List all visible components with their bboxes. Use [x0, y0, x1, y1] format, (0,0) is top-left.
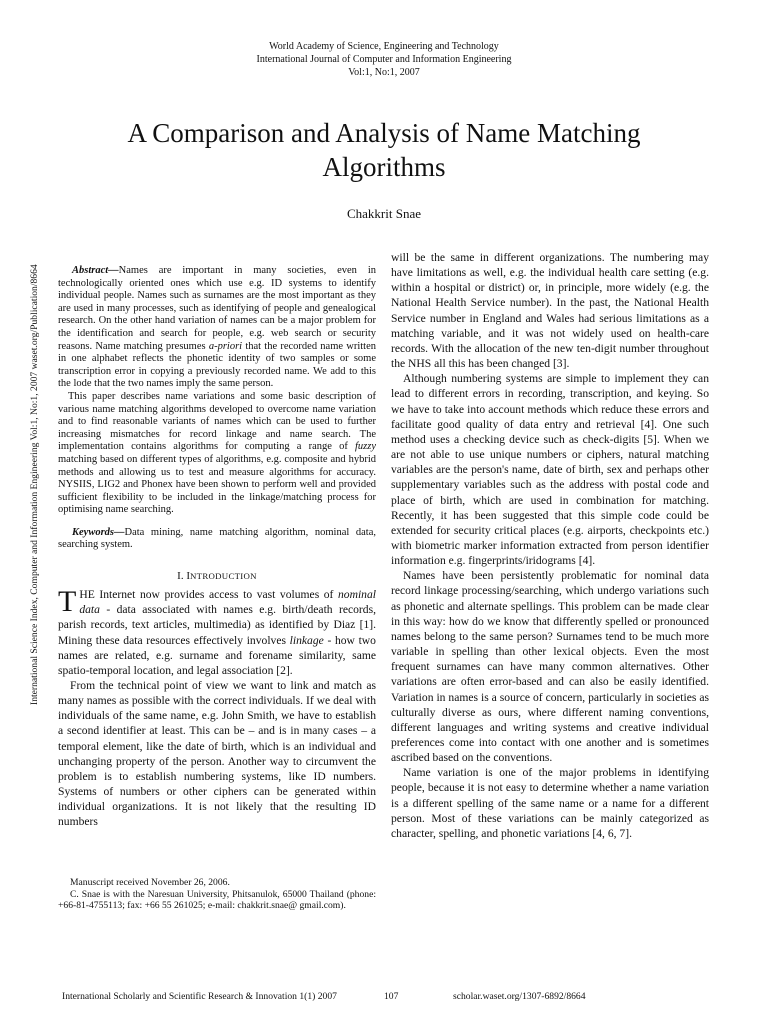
intro-paragraph-1: THE Internet now provides access to vast volumes of nominal data - data associated with names e.g. birth/death records, parish records, text articles, multimedia) as identified by Diaz [1]. Mining these data resources effectively involves linkage - how two names are related, e.g. surname and forename similarity, same spatio-temporal location, and legal association [2].: [58, 585, 376, 677]
section-heading-introduction: I. INTRODUCTION: [177, 570, 257, 583]
header-line-3: Vol:1, No:1, 2007: [348, 67, 420, 78]
keywords: [58, 527, 376, 552]
header-line-1: World Academy of Science, Engineering and Technology: [269, 41, 499, 52]
right-paragraph-4: Name variation is one of the major problems in identifying people, because it is not easy to determine whether a name variation is a different spelling of the same name or a name for a different person. Most of these variations can be mainly categorized as character, spelling, and phonetic variations [4, 6, 7].: [391, 766, 709, 840]
right-paragraph-3: Names have been persistently problematic for nominal data record linkage processing/searching, which undergo variations such as phonetic and alternate spellings. This problem can be made clear in this way: how do we know that differently spelled or pronounced names belong to the same person? Surnames tend to be much more variable in spelling than other lexical objects. Even the most frequent surnames can have many common alternatives. Other variations are often error-based and can also be easily identified. Variation in names is a source of concern, particularly in societies as culturally diverse as ours, where different naming conventions, different languages and writing systems and creative individual preferences come into contact with one another and is sometimes ascribed based on the conventions.: [391, 569, 709, 765]
header-line-2: International Journal of Computer and Information Engineering: [256, 54, 512, 65]
footnote-affiliation: C. Snae is with the Naresuan University, Phitsanulok, 65000 Thailand (phone: +66-81-4755113; fax: +66 55 261025; e-mail: chakkrit.snae@ gmail.com).: [58, 888, 376, 912]
keywords-text: Data mining, name matching algorithm, nominal data, searching system.: [58, 526, 376, 551]
abstract-paragraph-1: Abstract—Names are important in many societies, even in technologically oriented ones which use e.g. ID systems to identify individual people. Names such as surnames are the most important as they are used in many processes, such as identifying of people and genealogical research. On the other hand variation of names can be a major problem for the identification and search for people, e.g. web search or security reasons. Name matching presumes a-priori that the recorded name written in one alphabet reflects the phonetic identity of two samples or some transcription error in copying a previously recorded name. We add to this the lode that the two names imply the same person.: [58, 265, 376, 390]
page-number: 107: [384, 991, 399, 1002]
drop-cap: T: [58, 585, 77, 619]
footnote-received: Manuscript received November 26, 2006.: [70, 877, 230, 888]
abstract: [58, 265, 376, 517]
footer-left: International Scholarly and Scientific Research & Innovation 1(1) 2007: [62, 991, 337, 1002]
title-line-2: Algorithms: [322, 152, 446, 182]
journal-header: [0, 40, 768, 79]
footer-right: scholar.waset.org/1307-6892/8664: [453, 991, 586, 1002]
footnotes: [58, 877, 376, 912]
sidebar-citation-text: International Science Index, Computer and Information Engineering Vol:1, No:1, 2007 waset.org/Publication/8664: [29, 264, 40, 705]
right-paragraph-2: Although numbering systems are simple to implement they can lead to different errors in recording, transcription, and keying. So we have to take into account methods which reduce these errors and facilitate good quality of data entry and retrieval [4]. One such method uses a checking device such as check-digits [5]. When we are not able to use unique numbers or ciphers, natural matching variables are the person's name, date of birth, sex and perhaps other supplementary variables such as the address with postal code and place of birth, which are used in combination for matching. Recently, it has been suggested that this simple code could be extended for security critical places (e.g. airports, checkpoints etc.) with biometric marker information extracted from person identifier information e.g. fingerprints/iridograms [4].: [391, 372, 709, 568]
paper-title: [60, 116, 708, 184]
author-name: Chakkrit Snae: [346, 206, 421, 221]
sidebar-citation: [29, 255, 44, 705]
title-line-1: A Comparison and Analysis of Name Matching: [127, 118, 641, 148]
left-column: [58, 265, 376, 830]
introduction-body: [58, 587, 376, 830]
keywords-label: Keywords—: [72, 526, 125, 538]
abstract-paragraph-2: This paper describes name variations and some basic description of various name matching algorithms developed to overcome name variation and to find reasonable variants of names which can be used to further increasing mismatches for record linkage and name search. The implementation contains algorithms for computing a range of fuzzy matching based on different types of algorithms, e.g. composite and hybrid methods and allowing us to test and measure algorithms for accuracy. NYSIIS, LIG2 and Phonex have been shown to perform well and provided sufficient flexibility to be included in the linkage/matching process for optimising name searching.: [58, 390, 376, 516]
intro-paragraph-2: From the technical point of view we want to link and match as many names as possible with the correct individuals. If we deal with individuals of the same name, e.g. John Smith, we have to establish a second identifier at least. This can be – and is in many cases – a temporal element, like the date of birth, which is an individual and unchanging property of the person. Another way to circumvent the problem is to establish numbering systems, like ID numbers. Systems of numbers or other ciphers can be generated within individual organizations. It is not likely that the resulting ID numbers: [58, 679, 376, 829]
abstract-label: Abstract—: [72, 265, 119, 276]
right-paragraph-1: will be the same in different organizations. The numbering may have limitations as well, e.g. the individual health care setting (e.g. within a hospital or district) or, in principle, more widely (e.g. the National Health Service number). In the past, the National Health Service number in England and Wales had serious limitations as a matching variable, and it was not widely used on health-care records. With the allocation of the new ten-digit number throughout the NHS all this has been changed [3].: [391, 251, 709, 371]
right-column: [391, 250, 709, 841]
